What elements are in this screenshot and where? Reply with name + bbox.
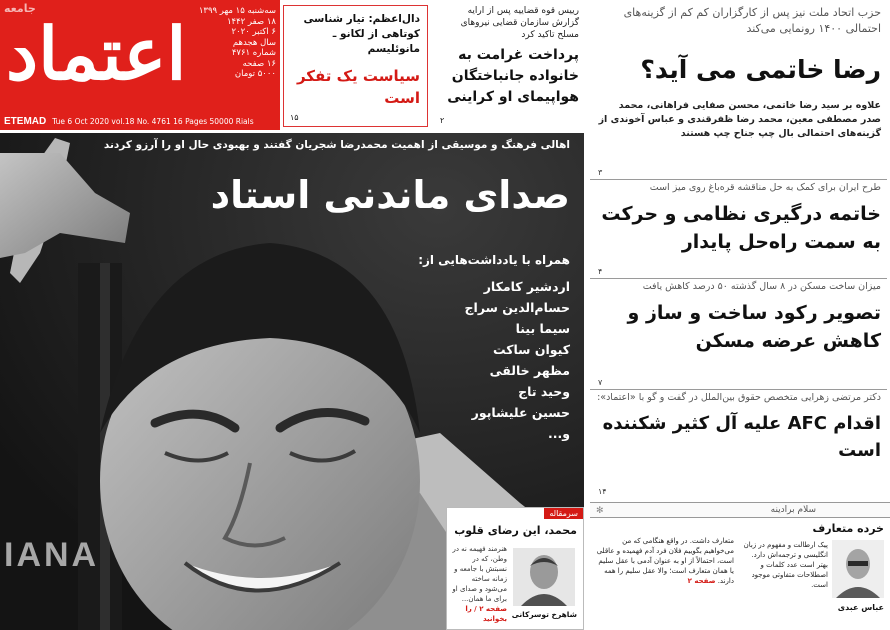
issue-date-line: سه‌شنبه ۱۵ مهر ۱۳۹۹	[198, 6, 276, 16]
story-judiciary[interactable]	[436, 3, 582, 129]
page-number: ۱۵	[290, 113, 299, 122]
editorial-snippet: هنرمند فهیمه نه در وطن، که در نسبتش با جامعه و زمانه ساخته می‌شود و صدای او برای ما همان...	[452, 545, 507, 603]
issue-date-line: ۶ اکتبر ۲۰۲۰	[231, 27, 276, 37]
editorial-label: سرمقاله	[544, 508, 583, 519]
newspaper-logo: اعتماد	[6, 11, 187, 96]
author-photo	[513, 548, 575, 606]
issue-info-latin: Tue 6 Oct 2020 vol.18 No. 4761 16 Pages 50000 Rials	[52, 117, 254, 126]
photo-kicker: اهالی فرهنگ و موسیقی از اهمیت محمدرضا شجریان گفتند و بهبودی حال او را آرزو کردند	[103, 139, 570, 151]
issue-date-line: ۱۸ صفر ۱۴۴۲	[226, 16, 276, 27]
story-body: علاوه بر سید رضا خاتمی، محسن صفایی فراهانی، محمد صدر مصطفی معین، محمد رضا ظفرقندی و عباس آخوندی از گزینه‌های احتمالی بال چپ جناح چپ هستند	[598, 100, 881, 139]
page-number: ۲	[440, 116, 445, 125]
column-bar	[590, 502, 890, 518]
story-afc[interactable]	[590, 391, 887, 498]
columnist-photo	[832, 540, 884, 598]
issue-date-line: سال هجدهم	[232, 37, 276, 48]
story-title: رضا خاتمی می آید؟	[640, 55, 881, 84]
column-heading[interactable]: خرده متعارف	[812, 522, 884, 535]
page-number: ۷	[598, 378, 603, 387]
contributor-name: سیما بینا	[515, 321, 570, 336]
masthead	[0, 0, 280, 130]
contributor-name: حسام‌الدین سراج	[464, 300, 570, 315]
snowflake-icon: ✻	[596, 506, 604, 516]
column-snippet: متعارف داشت. در واقع هنگامی که من می‌خواهیم بگوییم فلان فرد آدم فهمیده و عاقلی است، احتمالاً از او به عنوان آدمی با عقل سلیم یا همان متعارف است؛ والا عقل سلیم را همه دارند.	[596, 537, 734, 585]
contributor-name: مظهر خالقی	[489, 363, 570, 378]
contributors-intro: همراه با یادداشت‌هایی از:	[418, 253, 570, 267]
story-karabakh[interactable]	[590, 181, 887, 279]
story-kicker: حزب اتحاد ملت نیز پس از کارگزاران کم کم از گزینه‌های احتمالی ۱۴۰۰ رونمایی می‌کند	[623, 6, 881, 35]
page-number: ۱۴	[598, 487, 607, 496]
story-housing[interactable]	[590, 280, 887, 390]
columnist-portrait-icon	[832, 540, 884, 598]
page-number: ۳	[598, 168, 603, 177]
contributor-name: و...	[547, 426, 570, 441]
story-title: اقدام AFC علیه آل کثیر شکننده است	[602, 413, 881, 461]
editorial-text	[451, 544, 507, 624]
column-section	[590, 500, 890, 630]
page-reference: صفحه ۲ / را بخوانید	[465, 605, 507, 623]
contributor-name: کیوان ساکت	[492, 342, 570, 357]
contributor-name: اردشیر کامکار	[483, 279, 570, 294]
masthead-strip	[0, 114, 280, 130]
story-title: تصویر رکود ساخت و ساز و کاهش عرضه مسکن	[627, 302, 881, 352]
story-politics[interactable]	[283, 5, 428, 127]
editorial-box[interactable]	[446, 507, 584, 630]
issue-date-line: ۱۶ صفحه	[242, 58, 276, 69]
column-text: پیک ارطالت و مفهوم در زبان انگلیسی و ترجمه‌اش دارد. بهتر است عدد کلمات و اصطلاحات متفاوتی موجود است.	[743, 541, 828, 589]
column-series-label: سلام برادینه	[770, 505, 816, 515]
editorial-title: محمد، این رضای قلوب	[454, 524, 577, 537]
brand-name-latin: ETEMAD	[4, 116, 47, 127]
story-title: خاتمه درگیری نظامی و حرکت به سمت راه‌حل پایدار	[601, 203, 881, 253]
column-text-continued	[594, 536, 734, 586]
right-column	[590, 3, 887, 498]
story-title: سیاست یک تفکر است	[296, 67, 420, 107]
contributor-name: وحید تاج	[518, 384, 570, 399]
issue-date-line: شماره ۴۷۶۱	[231, 48, 276, 58]
editorial-author: شاهرخ توسرکانی	[511, 610, 577, 619]
columnist-name: عباس عبدی	[837, 603, 884, 612]
issue-dates	[192, 6, 276, 80]
news-agency-logo: IANA	[4, 536, 100, 574]
page-number: ۴	[598, 267, 603, 276]
story-title: پرداخت غرامت به خانواده جانباختگان هواپیمای او کراینی	[447, 47, 579, 105]
photo-headline: صدای ماندنی استاد	[210, 173, 570, 217]
story-kicker: دکتر مرتضی زهرایی متخصص حقوق بین‌الملل در گفت و گو با «اعتماد»:	[597, 392, 881, 403]
story-khatami[interactable]	[590, 5, 887, 180]
contributors-list	[410, 276, 570, 444]
watermark-text: جامعه	[4, 2, 36, 15]
contributor-name: حسین علیشاپور	[471, 405, 570, 420]
author-portrait-icon	[513, 548, 575, 606]
story-kicker: میزان ساخت مسکن در ۸ سال گذشته ۵۰ درصد کاهش یافت	[642, 281, 881, 292]
issue-date-line: ۵۰۰۰ تومان	[234, 69, 276, 79]
page-reference: صفحه ۲	[687, 577, 716, 585]
story-kicker: رییس قوه قضاییه پس از ارایه گزارش سازمان قضایی نیروهای مسلح تاکید کرد	[460, 6, 579, 40]
story-kicker: دال‌اعظم: تیار شناسی کوتاهی از لکانو ـ مانوئلیسم	[303, 13, 420, 55]
story-kicker: طرح ایران برای کمک به حل مناقشه قره‌باغ روی میز است	[649, 182, 881, 193]
